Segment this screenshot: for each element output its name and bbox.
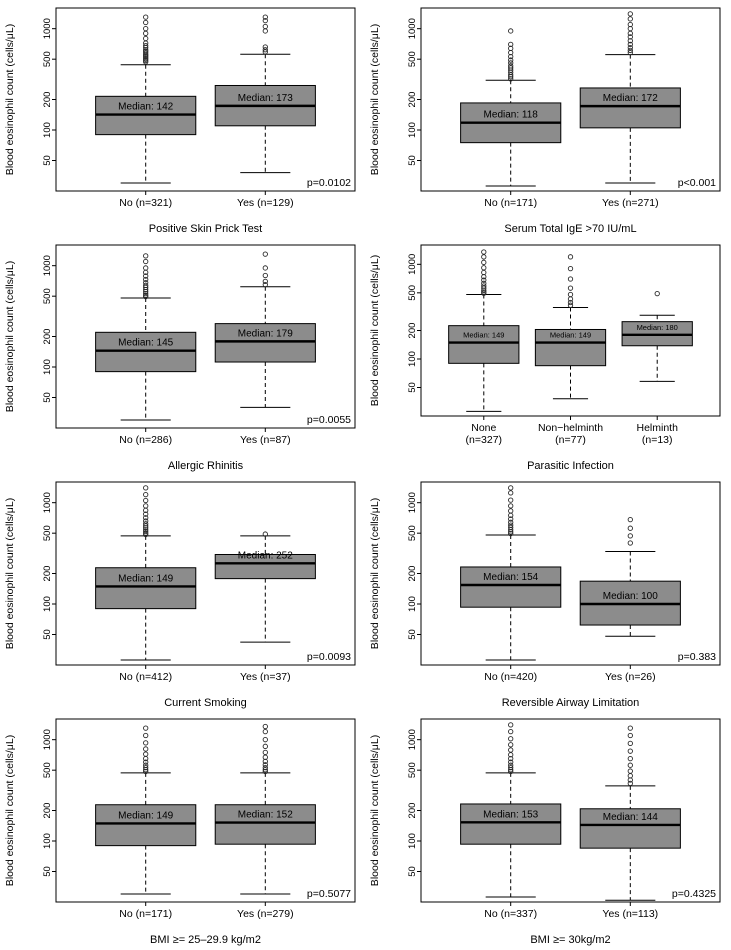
x-group-label: Non−helminth	[537, 422, 604, 434]
boxplot-panel-5	[0, 474, 365, 711]
boxplot-panel-3	[0, 237, 365, 474]
median-label: Median: 118	[483, 109, 538, 121]
y-tick-label: 100	[42, 596, 53, 612]
y-tick-label: 200	[407, 802, 418, 819]
outlier-point	[628, 517, 632, 521]
x-group-label: (n=13)	[641, 434, 673, 446]
y-tick-label: 500	[407, 525, 418, 542]
outlier-point	[144, 498, 148, 502]
x-group-label: Yes (n=26)	[604, 671, 656, 683]
outlier-point	[482, 260, 486, 264]
outlier-point	[509, 723, 513, 727]
boxplot-panel-6	[365, 474, 730, 711]
outlier-point	[144, 20, 148, 24]
y-tick-label: 200	[407, 565, 418, 582]
y-tick-label: 200	[42, 328, 53, 345]
outlier-point	[509, 743, 513, 747]
outlier-point	[263, 744, 267, 748]
y-tick-label: 1000	[42, 729, 53, 751]
outlier-point	[263, 266, 267, 270]
y-tick-label: 50	[407, 155, 418, 166]
median-label: Median: 145	[118, 337, 174, 349]
outlier-point	[482, 266, 486, 270]
outlier-point	[144, 31, 148, 35]
y-tick-label: 500	[42, 288, 54, 305]
x-axis-title: Allergic Rhinitis	[167, 460, 244, 472]
outlier-point	[568, 266, 572, 270]
y-tick-label: 100	[407, 351, 418, 367]
x-group-label: No (n=171)	[119, 908, 173, 920]
x-axis-title: Positive Skin Prick Test	[148, 223, 263, 235]
median-label: Median: 149	[118, 810, 174, 822]
x-group-label: (n=327)	[465, 434, 503, 446]
p-value-label: p=0.0093	[306, 651, 351, 663]
outlier-point	[263, 279, 267, 283]
median-label: Median: 149	[463, 330, 505, 340]
y-tick-label: 1000	[407, 492, 418, 514]
outlier-point	[144, 747, 148, 751]
outlier-point	[509, 491, 513, 495]
outlier-point	[144, 36, 148, 40]
y-axis-label: Blood eosinophil count (cells/μL)	[4, 23, 16, 176]
outlier-point	[509, 729, 513, 733]
outlier-point	[144, 26, 148, 30]
outlier-point	[144, 492, 148, 496]
y-tick-label: 50	[42, 392, 53, 403]
outlier-point	[144, 259, 148, 263]
y-tick-label: 1000	[407, 729, 418, 751]
x-group-label: Yes (n=271)	[602, 197, 659, 209]
x-group-label: No (n=420)	[484, 671, 538, 683]
median-label: Median: 142	[118, 101, 174, 113]
y-tick-label: 500	[407, 51, 418, 68]
outlier-point	[263, 29, 267, 33]
x-group-label: Yes (n=279)	[237, 908, 294, 920]
outlier-point	[628, 733, 632, 737]
y-tick-label: 500	[407, 284, 418, 301]
y-tick-label: 200	[42, 565, 53, 582]
y-tick-label: 500	[42, 762, 54, 779]
x-group-label: Yes (n=37)	[239, 671, 291, 683]
median-label: Median: 180	[636, 322, 678, 332]
boxplot-svg-1	[0, 0, 365, 237]
outlier-point	[568, 255, 572, 259]
boxplot-panel-2	[365, 0, 730, 237]
outlier-point	[628, 749, 632, 753]
outlier-point	[628, 763, 632, 767]
y-tick-label: 500	[42, 525, 54, 542]
y-tick-label: 200	[407, 91, 418, 108]
x-axis-title: Current Smoking	[164, 697, 247, 709]
x-group-label: Yes (n=113)	[602, 908, 659, 920]
outlier-point	[509, 509, 513, 513]
y-tick-label: 500	[407, 762, 418, 779]
p-value-label: p=0.4325	[671, 888, 716, 900]
outlier-point	[263, 24, 267, 28]
outlier-point	[628, 756, 632, 760]
y-tick-label: 100	[407, 833, 418, 849]
y-tick-label: 50	[42, 629, 53, 640]
outlier-point	[628, 774, 632, 778]
outlier-point	[628, 526, 632, 530]
y-tick-label: 1000	[407, 253, 418, 275]
x-group-label: Yes (n=129)	[237, 197, 294, 209]
y-axis-label: Blood eosinophil count (cells/μL)	[369, 23, 381, 176]
outlier-point	[509, 504, 513, 508]
y-tick-label: 500	[42, 51, 54, 68]
y-tick-label: 100	[42, 122, 53, 138]
y-axis-label: Blood eosinophil count (cells/μL)	[369, 734, 381, 887]
x-group-label: No (n=321)	[119, 197, 173, 209]
outlier-point	[655, 291, 659, 295]
outlier-point	[628, 17, 632, 21]
y-tick-label: 50	[407, 382, 418, 393]
median-label: Median: 179	[237, 328, 293, 340]
y-tick-label: 1000	[42, 492, 53, 514]
x-axis-title: Serum Total IgE >70 IU/mL	[504, 223, 637, 235]
median-label: Median: 152	[237, 809, 293, 821]
outlier-point	[144, 504, 148, 508]
boxplot-svg-5	[0, 474, 365, 711]
boxplot-panel-8	[365, 711, 730, 948]
boxplot-svg-7	[0, 711, 365, 948]
x-group-label: (n=77)	[555, 434, 586, 446]
outlier-point	[144, 733, 148, 737]
outlier-point	[263, 729, 267, 733]
outlier-point	[628, 726, 632, 730]
outlier-point	[568, 286, 572, 290]
x-axis-title: Parasitic Infection	[527, 460, 614, 472]
y-axis-label: Blood eosinophil count (cells/μL)	[369, 254, 381, 407]
outlier-point	[628, 541, 632, 545]
y-tick-label: 50	[42, 866, 53, 877]
outlier-point	[509, 486, 513, 490]
median-label: Median: 173	[237, 92, 293, 104]
boxplot-svg-6	[365, 474, 730, 711]
outlier-point	[263, 273, 267, 277]
outlier-point	[263, 724, 267, 728]
y-tick-label: 50	[42, 155, 53, 166]
outlier-point	[482, 255, 486, 259]
y-tick-label: 1000	[42, 18, 53, 40]
p-value-label: p=0.0055	[306, 414, 351, 426]
outlier-point	[509, 29, 513, 33]
outlier-point	[482, 270, 486, 274]
outlier-point	[509, 748, 513, 752]
y-axis-label: Blood eosinophil count (cells/μL)	[4, 734, 16, 887]
y-tick-label: 100	[42, 359, 53, 375]
x-axis-title: BMI ≥= 25–29.9 kg/m2	[150, 934, 261, 946]
y-tick-label: 200	[42, 802, 53, 819]
boxplot-panel-1	[0, 0, 365, 237]
median-label: Median: 252	[237, 550, 293, 562]
y-tick-label: 100	[42, 833, 53, 849]
outlier-point	[568, 292, 572, 296]
boxplot-svg-4	[365, 237, 730, 474]
x-group-label: No (n=171)	[484, 197, 538, 209]
outlier-point	[628, 22, 632, 26]
median-label: Median: 149	[118, 573, 174, 585]
outlier-point	[628, 741, 632, 745]
outlier-point	[144, 752, 148, 756]
y-tick-label: 200	[42, 91, 53, 108]
boxplot-panel-7	[0, 711, 365, 948]
x-group-label: No (n=337)	[484, 908, 538, 920]
outlier-point	[628, 534, 632, 538]
p-value-label: p=0.5077	[306, 888, 351, 900]
y-axis-label: Blood eosinophil count (cells/μL)	[4, 260, 16, 413]
x-group-label: No (n=412)	[119, 671, 173, 683]
y-tick-label: 1000	[407, 18, 418, 40]
y-tick-label: 100	[407, 596, 418, 612]
median-label: Median: 149	[549, 330, 592, 340]
x-group-label: None	[471, 422, 497, 434]
p-value-label: p<0.001	[677, 177, 716, 189]
p-value-label: p=0.0102	[306, 177, 351, 189]
median-label: Median: 153	[483, 809, 539, 821]
y-tick-label: 1000	[42, 255, 53, 277]
median-label: Median: 100	[602, 591, 658, 602]
outlier-point	[628, 26, 632, 30]
y-tick-label: 50	[407, 866, 418, 877]
outlier-point	[144, 254, 148, 258]
outlier-point	[144, 726, 148, 730]
x-group-label: Yes (n=87)	[239, 434, 291, 446]
y-tick-label: 50	[407, 629, 418, 640]
boxplot-svg-2	[365, 0, 730, 237]
outlier-point	[263, 45, 267, 49]
median-label: Median: 154	[483, 572, 539, 584]
outlier-point	[482, 250, 486, 254]
outlier-point	[263, 750, 267, 754]
outlier-point	[144, 266, 148, 270]
boxplot-svg-3	[0, 237, 365, 474]
outlier-point	[144, 486, 148, 490]
x-group-label: No (n=286)	[119, 434, 173, 446]
x-group-label: Helminth	[636, 422, 678, 434]
p-value-label: p=0.383	[677, 651, 716, 663]
outlier-point	[263, 737, 267, 741]
y-axis-label: Blood eosinophil count (cells/μL)	[369, 497, 381, 650]
outlier-point	[509, 737, 513, 741]
y-axis-label: Blood eosinophil count (cells/μL)	[4, 497, 16, 650]
x-axis-title: Reversible Airway Limitation	[501, 697, 640, 709]
boxplot-panel-4	[365, 237, 730, 474]
boxplot-svg-8	[365, 711, 730, 948]
outlier-point	[144, 15, 148, 19]
outlier-point	[628, 769, 632, 773]
outlier-point	[509, 498, 513, 502]
y-tick-label: 200	[407, 322, 418, 339]
median-label: Median: 144	[602, 811, 658, 823]
x-axis-title: BMI ≥= 30kg/m2	[530, 934, 611, 946]
median-label: Median: 172	[602, 93, 658, 105]
y-tick-label: 100	[407, 122, 418, 138]
outlier-point	[628, 12, 632, 16]
outlier-point	[263, 252, 267, 256]
outlier-point	[568, 277, 572, 281]
outlier-point	[144, 741, 148, 745]
